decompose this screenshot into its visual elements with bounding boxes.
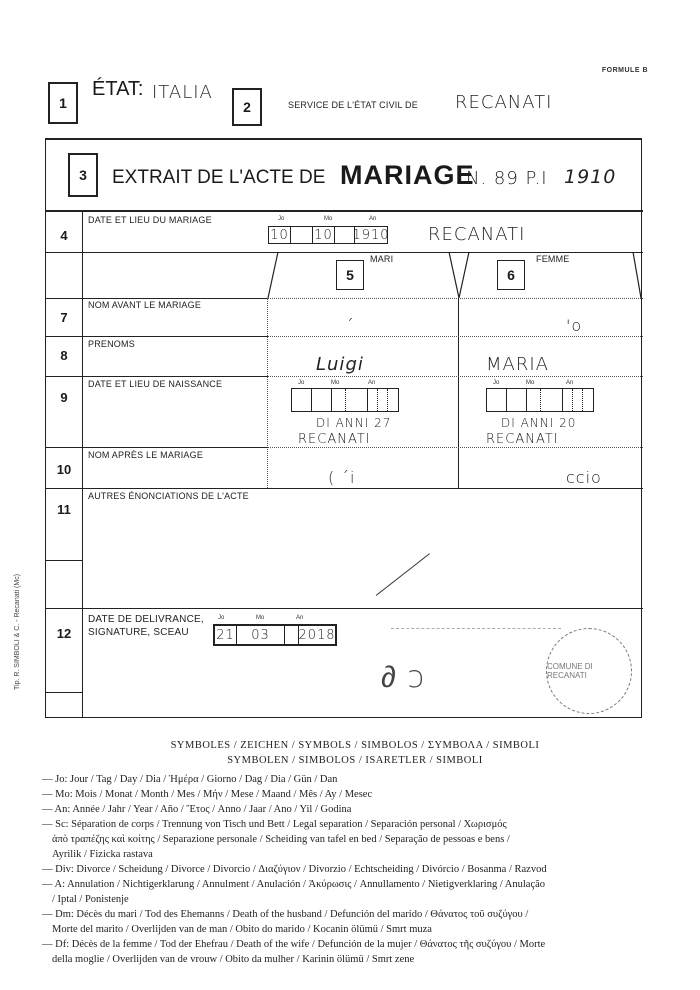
month-label: Mo (256, 615, 265, 621)
day-label: Jo (493, 380, 500, 386)
husband-name-before: ˊ (346, 316, 355, 335)
husband-first-name: Luigi (316, 354, 364, 375)
state-label: ÉTAT: (92, 78, 144, 100)
official-seal-stamp: COMUNE DI RECANATI (546, 628, 632, 714)
delivery-date-box (213, 624, 337, 646)
marriage-place: RECANATI (428, 224, 526, 245)
wife-age: DI ANNI 20 (501, 416, 577, 430)
delivery-label-line1: DATE DE DELIVRANCE, (88, 614, 204, 625)
box-number-1: 1 (48, 82, 78, 124)
row-number-11: 11 (57, 502, 71, 517)
official-signature: ∂ ɔ (381, 660, 425, 695)
marriage-year: 1910 (352, 227, 390, 243)
symbol-mo: — Mo: Mois / Monat / Month / Mes / Μήν / Mese / Maand / Mês / Ay / Mesec (42, 789, 373, 800)
month-label: Mo (331, 380, 340, 386)
symbol-df: — Df: Décès de la femme / Tod der Ehefrau / Death of the wife / Defunción de la mujer / Θάνατος τῆς συζύγου / Morte (42, 939, 546, 950)
marriage-extract-form (45, 138, 642, 718)
row-number-4: 4 (60, 228, 68, 243)
symbol-dm-cont: Morte del marito / Overlijden van de man / Obito do marido / Kocanin ölümü / Smrt muza (52, 924, 432, 935)
symbol-df-cont: della moglie / Overlijden van de vrouw / Obito da mulher / Karinin ölümü / Smrt zene (52, 954, 415, 965)
wife-name-after: ccio (566, 468, 602, 487)
marriage-date-place-label: DATE ET LIEU DU MARIAGE (88, 215, 212, 225)
day-label: Jo (298, 380, 305, 386)
title-prefix: EXTRAIT DE L'ACTE DE (112, 167, 326, 188)
box-number-6: 6 (497, 260, 525, 290)
row-number-8: 8 (60, 348, 68, 363)
husband-birth-date-box[interactable] (291, 388, 399, 412)
year-label: An (566, 380, 574, 386)
symbol-div: — Div: Divorce / Scheidung / Divorce / Divorcio / Διαζύγιον / Divorzio / Echtscheiding / Divórcio / Bosanma / Razvod (42, 864, 547, 875)
form-code: FORMULE B (601, 67, 648, 74)
wife-birth-date-box[interactable] (486, 388, 594, 412)
signature-faint-line (391, 628, 561, 640)
civil-service-value: RECANATI (455, 92, 553, 113)
delivery-day: 21 (215, 626, 237, 644)
symbol-an: — An: Année / Jahr / Year / Año / Ἔτος / Anno / Jaar / Ano / Yil / Godina (42, 804, 352, 815)
symbol-sc-cont2: Ayrilik / Fizicka rastava (52, 849, 153, 860)
symbol-sc-cont1: ἀπὸ τραπέζης καὶ κοίτης / Separazione personale / Scheiding van tafel en bed / Separação de pessoas e bens / (52, 834, 510, 845)
husband-column-label: MARI (370, 254, 394, 264)
year-label: An (369, 216, 377, 222)
box-number-2: 2 (232, 88, 262, 126)
birth-date-place-label: DATE ET LIEU DE NAISSANCE (88, 379, 223, 389)
day-label: Jo (278, 216, 285, 222)
row-number-7: 7 (60, 310, 68, 325)
symbol-a-cont: / Iptal / Ponistenje (52, 894, 129, 905)
year-label: An (296, 615, 304, 621)
wife-first-name: MARIA (486, 354, 549, 375)
symbols-title-line2: SYMBOLEN / SIMBOLOS / ISARETLER / SIMBOLI (227, 755, 483, 766)
row-number-10: 10 (56, 462, 72, 477)
printer-imprint: Tip. R. SIMBOLI & C. - Recanati (Mc) (14, 573, 21, 690)
year-label: An (368, 380, 376, 386)
title-main: MARIAGE (340, 160, 475, 190)
delivery-year: 2018 (298, 627, 336, 643)
marriage-month: 10 (313, 227, 335, 243)
wife-name-before: 'o (566, 316, 583, 335)
box-number-5: 5 (336, 260, 364, 290)
month-label: Mo (526, 380, 535, 386)
name-before-marriage-label: NOM AVANT LE MARIAGE (88, 300, 202, 310)
acte-year: 1910 (564, 166, 617, 188)
state-value: ITALIA (152, 82, 213, 103)
row-number-12: 12 (56, 626, 72, 641)
row-number-9: 9 (60, 390, 68, 405)
marriage-day: 10 (269, 227, 291, 243)
box-number-3: 3 (68, 153, 98, 197)
husband-name-after: ( ˊi (328, 468, 356, 487)
first-names-label: PRENOMS (88, 339, 135, 349)
cancellation-stroke (376, 553, 430, 596)
symbol-dm: — Dm: Décès du mari / Tod des Ehemanns / Death of the husband / Defunción del marido / Θάνατος τοῦ συζύγου / (42, 909, 529, 920)
wife-birth-place: RECANATI (486, 432, 559, 447)
day-label: Jo (218, 615, 225, 621)
symbol-sc: — Sc: Séparation de corps / Trennung von Tisch und Bett / Legal separation / Separación personal / Χωρισμός (42, 819, 507, 830)
symbols-title-line1: SYMBOLES / ZEICHEN / SYMBOLS / SIMBOLOS / ΣΥΜΒΟΛΑ / SIMBOLI (170, 740, 540, 751)
delivery-month: 03 (237, 626, 285, 644)
symbols-legend (30, 738, 680, 967)
acte-number: N. 89 P.I (466, 168, 548, 189)
marriage-date-box (268, 226, 388, 244)
name-after-marriage-label: NOM APRÈS LE MARIAGE (88, 450, 204, 460)
wife-column-label: FEMME (536, 254, 570, 264)
month-label: Mo (324, 216, 333, 222)
delivery-label-line2: SIGNATURE, SCEAU (88, 627, 189, 638)
symbol-a: — A: Annulation / Nichtigerklarung / Annulment / Anulación / Ἀκύρωσις / Annullamento / Nietigverklaring / Anulação (42, 879, 546, 890)
civil-service-label: SERVICE DE L'ÉTAT CIVIL DE (288, 100, 418, 110)
symbol-jo: — Jo: Jour / Tag / Day / Dia / Ἡμέρα / Giorno / Dag / Dia / Gün / Dan (42, 774, 338, 785)
husband-birth-place: RECANATI (298, 432, 371, 447)
husband-age: DI ANNI 27 (316, 416, 392, 430)
other-statements-label: AUTRES ÉNONCIATIONS DE L'ACTE (88, 491, 249, 501)
